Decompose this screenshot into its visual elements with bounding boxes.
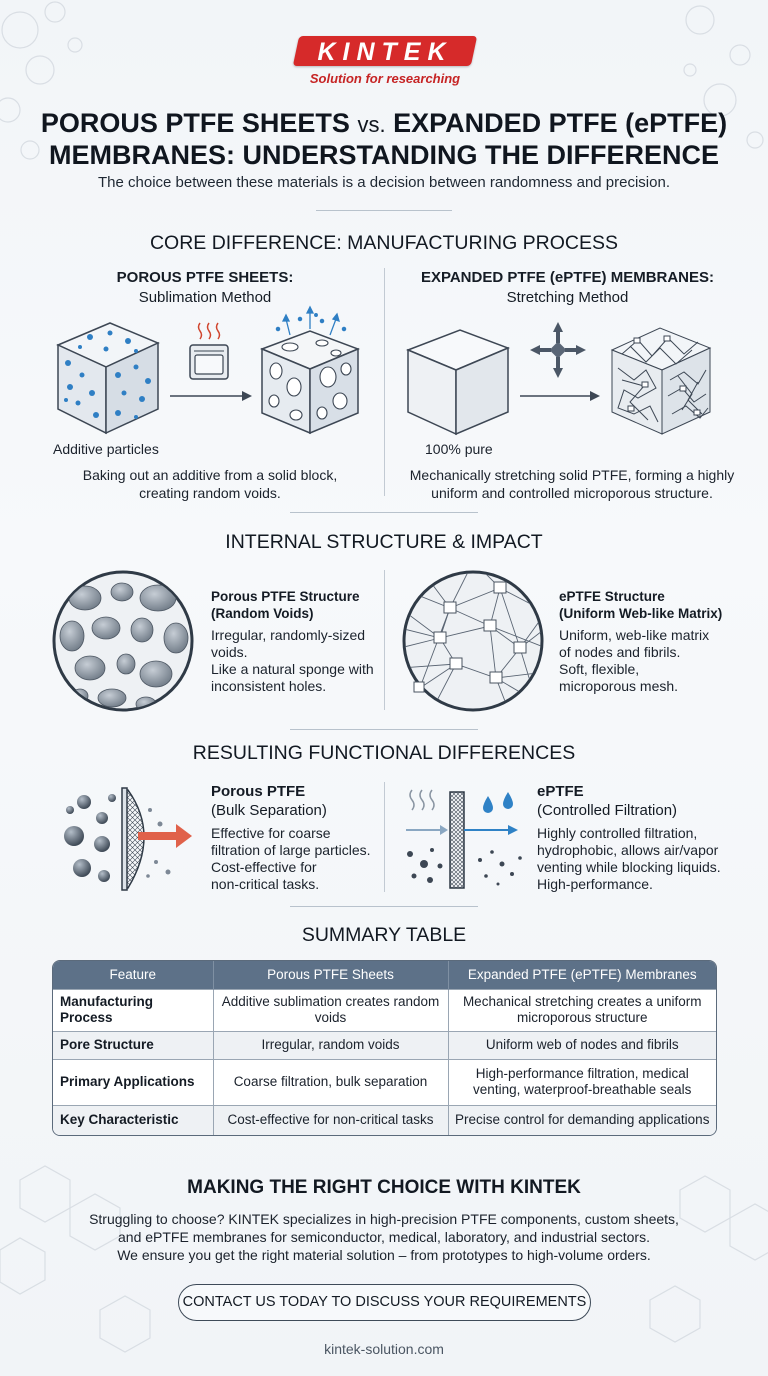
porous-function-subtitle: (Bulk Separation) [211,802,327,819]
title-vs: vs. [357,112,386,137]
eptfe-structure-text: Uniform, web-like matrix of nodes and fibrils. Soft, flexible, microporous mesh. [559,627,710,694]
table-row [53,1031,716,1059]
logo-tagline: Solution for researching [309,71,461,86]
cta-text: Struggling to choose? KINTEK specializes in high-precision PTFE components, custom sheets, and ePTFE membranes for semiconductor, medical, laboratory, and industrial sectors. We ensure you get the right material solution – from prototypes to high-volume orders. [89,1211,679,1263]
eptfe-process-title: EXPANDED PTFE (ePTFE) MEMBRANES: [420,269,715,286]
solid-cube-icon [408,330,508,434]
porous-structure-text: Irregular, randomly-sized voids. Like a natural sponge with inconsistent holes. [211,627,374,694]
table-cell-eptfe: High-performance filtration, medical venting, waterproof-breathable seals [448,1059,716,1105]
table-cell-eptfe: Precise control for demanding applications [448,1105,716,1135]
table-header-cell: Expanded PTFE (ePTFE) Membranes [448,961,716,989]
stretch-arrows-icon [530,322,586,378]
table-cell-eptfe: Uniform web of nodes and fibrils [448,1031,716,1059]
arrow-right-icon [170,391,252,401]
eptfe-function-text: Highly controlled filtration, hydrophobic, allows air/vapor venting while blocking liquids. High-performance. [537,825,721,892]
eptfe-process-heading [400,268,735,308]
porous-process-heading [70,268,340,308]
title-part2: EXPANDED PTFE (ePTFE) [393,108,728,138]
table-cell-feature: Manufacturing Process [53,989,213,1031]
porous-function-title: Porous PTFE [211,783,306,800]
oven-icon [190,323,228,379]
porous-structure-title: Porous PTFE Structure (Random Voids) [211,589,360,621]
summary-section-title: SUMMARY TABLE [301,924,467,946]
page-title [20,108,748,171]
divider [290,729,478,730]
eptfe-lattice-icon [612,328,710,434]
table-cell-feature: Primary Applications [53,1059,213,1105]
table-cell-porous: Additive sublimation creates random voids [213,989,448,1031]
structure-section-title: INTERNAL STRUCTURE & IMPACT [225,531,543,553]
eptfe-function-title: ePTFE [537,783,584,800]
title-line2: MEMBRANES: UNDERSTANDING THE DIFFERENCE [48,140,719,170]
table-row [53,1059,716,1105]
web-matrix-structure-icon [400,568,546,714]
porous-process-title: POROUS PTFE SHEETS: [116,269,294,286]
table-cell-porous: Coarse filtration, bulk separation [213,1059,448,1105]
title-part1: POROUS PTFE SHEETS [40,108,350,138]
page-subtitle: The choice between these materials is a decision between randomness and precision. [98,174,670,191]
table-cell-porous: Irregular, random voids [213,1031,448,1059]
stretching-illustration [398,310,748,440]
functional-section-title: RESULTING FUNCTIONAL DIFFERENCES [192,742,576,764]
table-header-cell: Feature [53,961,213,989]
eptfe-process-description: Mechanically stretching solid PTFE, forming a highly uniform and controlled microporous structure. [409,467,735,501]
summary-table [52,960,717,1136]
divider [290,906,478,907]
table-cell-feature: Key Characteristic [53,1105,213,1135]
contact-us-button[interactable]: CONTACT US TODAY TO DISCUSS YOUR REQUIREMENTS [178,1284,591,1321]
porous-process-method: Sublimation Method [138,289,272,306]
random-voids-structure-icon [50,568,196,714]
porous-cube-icon [262,307,358,433]
pure-caption: 100% pure [425,441,493,457]
eptfe-structure-title: ePTFE Structure (Uniform Web-like Matrix) [559,589,723,621]
additive-cube-icon [58,323,158,433]
table-header-row [53,961,716,989]
eptfe-function-heading [537,782,677,820]
eptfe-process-method: Stretching Method [506,289,629,306]
porous-function-text: Effective for coarse filtration of large particles. Cost-effective for non-critical tasks. [211,825,371,892]
table-row [53,989,716,1031]
process-divider [384,268,385,496]
sublimation-illustration [40,305,370,440]
divider [316,210,452,211]
additive-caption: Additive particles [53,441,159,457]
footer-link[interactable]: kintek-solution.com [324,1341,444,1357]
table-row [53,1105,716,1135]
arrow-right-icon [520,391,600,401]
table-cell-feature: Pore Structure [53,1031,213,1059]
logo: KINTEK [317,38,453,66]
table-cell-eptfe: Mechanical stretching creates a uniform microporous structure [448,989,716,1031]
porous-function-heading [211,782,327,820]
porous-process-description: Baking out an additive from a solid block, creating random voids. [82,467,338,501]
table-header-cell: Porous PTFE Sheets [213,961,448,989]
controlled-filtration-icon [400,780,535,895]
structure-divider [384,570,385,710]
functional-divider [384,782,385,892]
divider [290,512,478,513]
table-cell-porous: Cost-effective for non-critical tasks [213,1105,448,1135]
bulk-separation-icon [60,780,200,895]
eptfe-function-subtitle: (Controlled Filtration) [537,802,678,819]
process-section-title: CORE DIFFERENCE: MANUFACTURING PROCESS [149,232,619,254]
cta-title: MAKING THE RIGHT CHOICE WITH KINTEK [187,1177,581,1198]
